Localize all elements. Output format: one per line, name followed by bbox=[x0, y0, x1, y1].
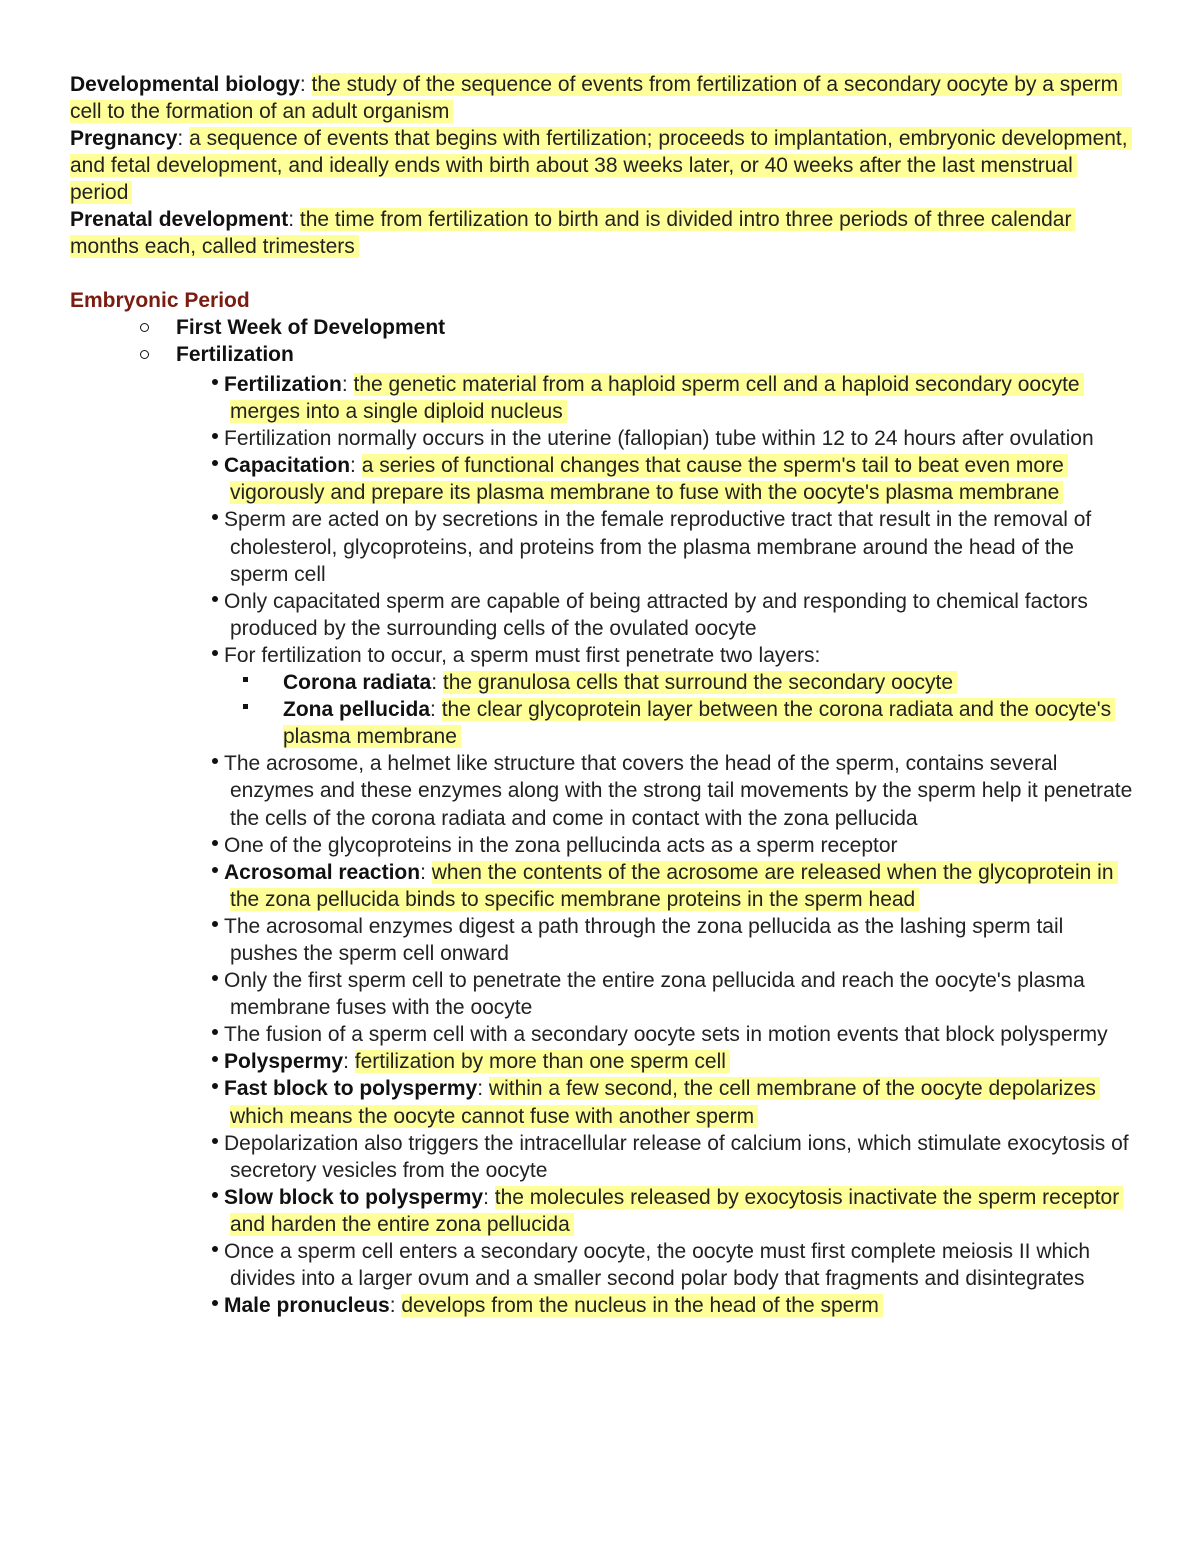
item-highlight: the molecules released by exocytosis inactivate the sperm receptor and harden the entire zona pellucida bbox=[230, 1186, 1123, 1236]
definition-highlight: a sequence of events that begins with fertilization; proceeds to implantation, embryonic development, and fetal development, and ideally ends with birth about 38 weeks later, or 40 weeks after the last menstrual period bbox=[70, 127, 1132, 204]
square-bullet-icon bbox=[243, 677, 248, 682]
definition-paragraph bbox=[70, 71, 1135, 125]
item-separator: : bbox=[420, 860, 432, 884]
list-item bbox=[193, 1021, 1133, 1048]
bullet-dot-icon bbox=[212, 460, 218, 466]
list-item bbox=[193, 425, 1133, 452]
item-highlight: the clear glycoprotein layer between the corona radiata and the oocyte's plasma membrane bbox=[283, 698, 1115, 748]
list-item bbox=[193, 452, 1133, 506]
definition-separator: : bbox=[288, 208, 300, 231]
item-term: Fast block to polyspermy bbox=[224, 1077, 478, 1101]
list-item bbox=[193, 1075, 1133, 1129]
square-bullet-icon bbox=[243, 704, 248, 709]
item-separator: : bbox=[389, 1294, 402, 1318]
definition-separator: : bbox=[177, 127, 190, 150]
item-separator: : bbox=[431, 671, 443, 695]
definition-term: Developmental biology bbox=[70, 73, 300, 96]
list-item bbox=[193, 1238, 1133, 1292]
item-term: Capacitation bbox=[224, 454, 351, 478]
item-text: Only the first sperm cell to penetrate the entire zona pellucida and reach the oocyte's plasma membrane fuses with the oocyte bbox=[224, 969, 1085, 1020]
outline-level2-list bbox=[193, 371, 1133, 1319]
list-item bbox=[193, 1292, 1133, 1319]
item-highlight: fertilization by more than one sperm cell bbox=[355, 1050, 730, 1073]
list-item bbox=[193, 967, 1133, 1021]
list-item bbox=[193, 832, 1133, 859]
bullet-dot-icon bbox=[212, 1300, 218, 1306]
sub-list-item bbox=[238, 696, 1133, 750]
bullet-dot-icon bbox=[212, 514, 218, 520]
list-item bbox=[193, 750, 1133, 831]
item-text: One of the glycoproteins in the zona pellucinda acts as a sperm receptor bbox=[224, 833, 898, 857]
item-text: For fertilization to occur, a sperm must first penetrate two layers: bbox=[224, 643, 821, 667]
bullet-dot-icon bbox=[212, 758, 218, 764]
item-highlight: the granulosa cells that surround the secondary oocyte bbox=[443, 671, 957, 694]
outline-level1-list bbox=[140, 314, 1140, 368]
bullet-dot-icon bbox=[212, 975, 218, 981]
hollow-circle-bullet-icon bbox=[140, 323, 149, 332]
bullet-dot-icon bbox=[212, 867, 218, 873]
definition-highlight: the study of the sequence of events from fertilization of a secondary oocyte by a sperm cell to the formation of an adult organism bbox=[70, 73, 1122, 123]
bullet-dot-icon bbox=[212, 1083, 218, 1089]
item-text: Only capacitated sperm are capable of being attracted by and responding to chemical factors produced by the surrounding cells of the ovulated oocyte bbox=[224, 589, 1088, 640]
list-item bbox=[193, 1184, 1133, 1238]
bullet-dot-icon bbox=[212, 1138, 218, 1144]
list-item bbox=[193, 642, 1133, 750]
definition-paragraph bbox=[70, 125, 1135, 206]
section-heading: Embryonic Period bbox=[70, 289, 250, 312]
item-highlight: when the contents of the acrosome are released when the glycoprotein in the zona pellucida binds to specific membrane proteins in the sperm head bbox=[230, 861, 1118, 911]
item-term: Zona pellucida bbox=[283, 698, 431, 722]
list-item bbox=[193, 913, 1133, 967]
item-text: The fusion of a sperm cell with a secondary oocyte sets in motion events that block polyspermy bbox=[224, 1023, 1108, 1047]
outline-level1-item bbox=[140, 341, 1140, 368]
list-item bbox=[193, 1048, 1133, 1075]
outline-level1-label: Fertilization bbox=[176, 343, 294, 366]
definition-paragraph bbox=[70, 206, 1135, 260]
item-term: Acrosomal reaction bbox=[224, 860, 421, 884]
item-term: Corona radiata bbox=[283, 671, 432, 695]
item-highlight: a series of functional changes that cause the sperm's tail to beat even more vigorously and prepare its plasma membrane to fuse with the oocyte's plasma membrane bbox=[230, 454, 1068, 504]
bullet-dot-icon bbox=[212, 650, 218, 656]
item-text: Depolarization also triggers the intracellular release of calcium ions, which stimulate exocytosis of secretory vesicles from the oocyte bbox=[224, 1131, 1129, 1182]
item-separator: : bbox=[343, 1050, 355, 1074]
item-highlight: the genetic material from a haploid sperm cell and a haploid secondary oocyte merges into a single diploid nucleus bbox=[230, 373, 1084, 423]
item-term: Slow block to polyspermy bbox=[224, 1185, 484, 1209]
item-highlight: develops from the nucleus in the head of the sperm bbox=[401, 1294, 882, 1317]
bullet-dot-icon bbox=[212, 840, 218, 846]
intro-definitions bbox=[70, 71, 1135, 260]
item-text: Once a sperm cell enters a secondary oocyte, the oocyte must first complete meiosis II which divides into a larger ovum and a smaller second polar body that fragments and disintegrates bbox=[224, 1240, 1091, 1291]
item-separator: : bbox=[350, 454, 362, 478]
item-term: Polyspermy bbox=[224, 1050, 344, 1074]
definition-highlight: the time from fertilization to birth and is divided intro three periods of three calendar months each, called trimesters bbox=[70, 208, 1075, 258]
item-text: Sperm are acted on by secretions in the female reproductive tract that result in the removal of cholesterol, glycoproteins, and proteins from the plasma membrane around the head of the sperm cell bbox=[224, 508, 1092, 586]
item-text: The acrosome, a helmet like structure that covers the head of the sperm, contains several enzymes and these enzymes along with the strong tail movements by the sperm help it penetrate the cells of the corona radiata and come in contact with the zona pellucida bbox=[224, 752, 1133, 830]
outline-level3-list bbox=[238, 669, 1133, 750]
item-separator: : bbox=[341, 373, 354, 396]
list-item bbox=[193, 371, 1133, 425]
list-item bbox=[193, 588, 1133, 642]
item-text: Fertilization normally occurs in the uterine (fallopian) tube within 12 to 24 hours after ovulation bbox=[224, 427, 1094, 451]
item-separator: : bbox=[477, 1077, 489, 1101]
bullet-dot-icon bbox=[212, 1246, 218, 1252]
item-term: Fertilization bbox=[224, 373, 342, 396]
sub-list-item bbox=[238, 669, 1133, 696]
outline-level1-item bbox=[140, 314, 1140, 341]
definition-term: Pregnancy bbox=[70, 127, 178, 150]
item-separator: : bbox=[430, 698, 442, 722]
item-separator: : bbox=[483, 1185, 495, 1209]
bullet-dot-icon bbox=[212, 1056, 218, 1062]
bullet-dot-icon bbox=[212, 1192, 218, 1198]
definition-term: Prenatal development bbox=[70, 208, 289, 231]
item-text: The acrosomal enzymes digest a path through the zona pellucida as the lashing sperm tail pushes the sperm cell onward bbox=[224, 914, 1064, 965]
item-highlight: within a few second, the cell membrane of the oocyte depolarizes which means the oocyte cannot fuse with another sperm bbox=[230, 1077, 1100, 1127]
outline-level1-label: First Week of Development bbox=[176, 316, 446, 339]
bullet-dot-icon bbox=[212, 596, 218, 602]
list-item bbox=[193, 859, 1133, 913]
list-item bbox=[193, 1130, 1133, 1184]
bullet-dot-icon bbox=[212, 921, 218, 927]
item-term: Male pronucleus bbox=[224, 1294, 390, 1318]
bullet-dot-icon bbox=[212, 433, 218, 439]
list-item bbox=[193, 506, 1133, 587]
bullet-dot-icon bbox=[212, 1029, 218, 1035]
hollow-circle-bullet-icon bbox=[140, 350, 149, 359]
bullet-dot-icon bbox=[212, 379, 218, 385]
definition-separator: : bbox=[299, 73, 312, 96]
